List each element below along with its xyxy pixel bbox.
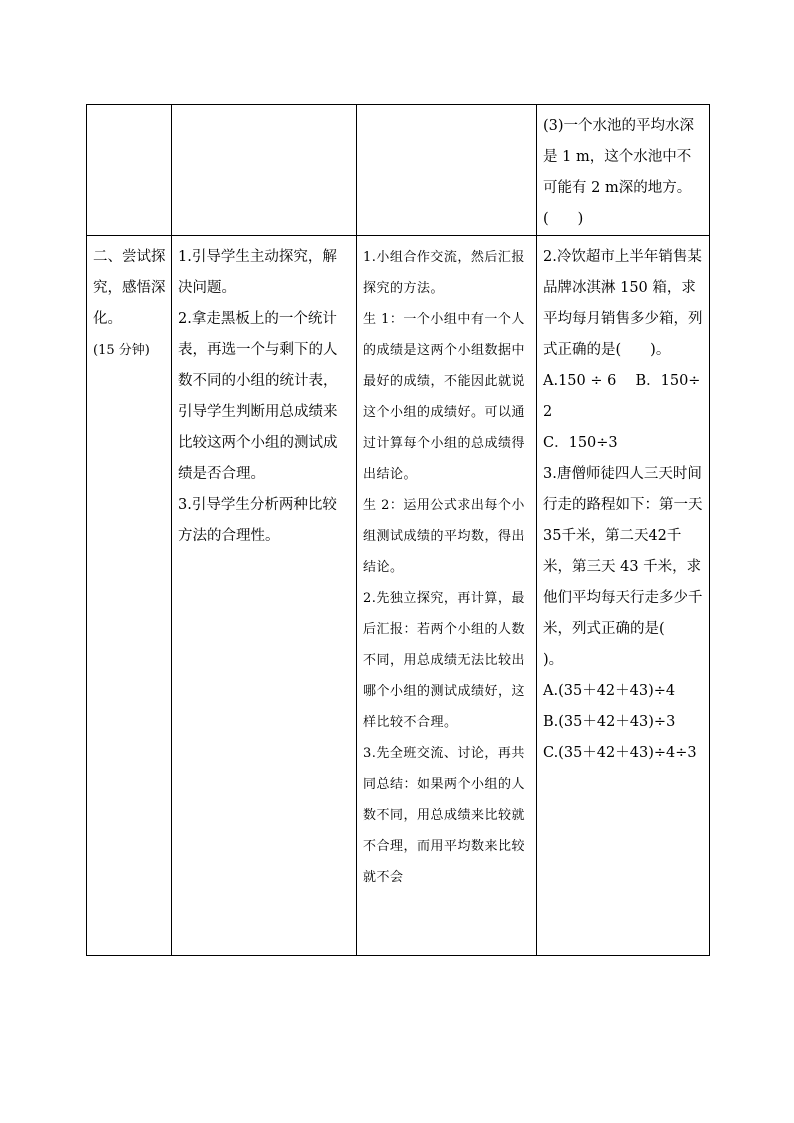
table-cell-exercise — [537, 236, 710, 956]
table-cell-exercise — [537, 105, 710, 236]
table-cell-teacher-activity — [172, 236, 357, 956]
student-step-1: 1.小组合作交流，然后汇报探究的方法。 — [363, 250, 525, 296]
student-step-3: 3.先全班交流、讨论，再共同总结：如果两个小组的人数不同，用总成绩来比较就不合理，而用平均数来比较就不会 — [363, 746, 526, 885]
teacher-step-1: 1.引导学生主动探究，解决问题。 — [178, 249, 337, 296]
table-cell-student-activity — [357, 236, 537, 956]
answer-blank: ( ) — [543, 211, 584, 227]
exercise-option-c: C．150÷3 — [543, 435, 618, 451]
table-cell-stage — [87, 236, 172, 956]
exercise-option-b: B.(35＋42＋43)÷3 — [543, 714, 676, 730]
table-cell-student-activity — [357, 105, 537, 236]
stage-duration: (15 分钟) — [93, 343, 150, 358]
exercise-option-ab: A.150 ÷ 6 B．150÷2 — [543, 373, 701, 420]
student-answer-1: 生 1：一个小组中有一个人的成绩是这两个小组数据中最好的成绩，不能因此就说这个小组的成绩好。可以通过计算每个小组的总成绩得出结论。 — [363, 312, 526, 482]
table-row — [87, 236, 710, 956]
exercise-option-c: C.(35＋42＋43)÷4÷3 — [543, 745, 697, 761]
teacher-step-2: 2.拿走黑板上的一个统计表，再选一个与剩下的人数不同的小组的统计表，引导学生判断用总成绩来比较这两个小组的测试成绩是否合理。 — [178, 311, 338, 482]
lesson-plan-table — [86, 104, 710, 956]
student-step-2: 2.先独立探究，再计算，最后汇报：若两个小组的人数不同，用总成绩无法比较出哪个小组的测试成绩好，这样比较不合理。 — [363, 591, 526, 730]
stage-title: 二、尝试探究，感悟深化。 — [93, 249, 166, 327]
table-cell-teacher-activity — [172, 105, 357, 236]
exercise-option-a: A.(35＋42＋43)÷4 — [543, 683, 676, 699]
student-answer-2: 生 2：运用公式求出每个小组测试成绩的平均数，得出结论。 — [363, 498, 526, 575]
teacher-step-3: 3.引导学生分析两种比较方法的合理性。 — [178, 497, 337, 544]
exercise-question-2: 2.冷饮超市上半年销售某品牌冰淇淋 150 箱，求平均每月销售多少箱，列式正确的是( )。 — [543, 249, 703, 358]
exercise-question-3: 3.唐僧师徒四人三天时间行走的路程如下：第一天35千米，第二天42千米，第三天 43 千米，求他们平均每天行走多少千米，列式正确的是( )。 — [543, 466, 703, 668]
table-row — [87, 105, 710, 236]
exercise-question-3: (3)一个水池的平均水深是 1 m，这个水池中不可能有 2 m深的地方。 — [543, 118, 695, 196]
table-cell-stage — [87, 105, 172, 236]
